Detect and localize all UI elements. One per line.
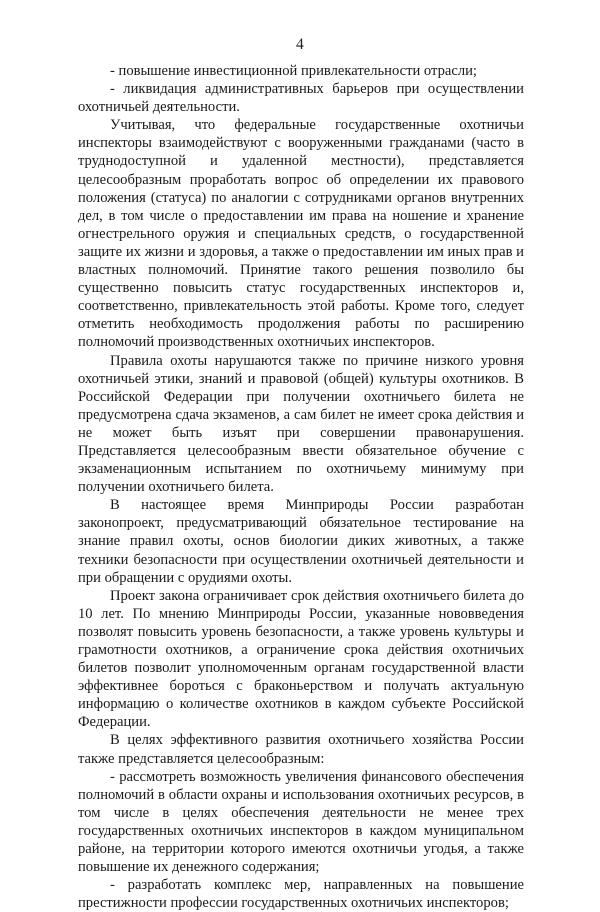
paragraph-body: Учитывая, что федеральные государственные охотничьи инспекторы взаимодействуют с вооруженными гражданами (часто в труднодоступной и удаленной местности), представляется целесообразным проработать вопрос об определении их правового положения (статуса) по аналогии с сотрудниками органов внутренних дел, в том числе о предоставлении им права на ношение и хранение огнестрельного оружия и специальных средств, о государственной защите их жизни и здоровья, а также о предоставлении им иных прав и властных полномочий. Принятие такого решения позволило бы существенно повысить статус государственных инспекторов и, соответственно, привлекательность этой работы. Кроме того, следует отметить необходимость продолжения работы по расширению полномочий производственных охотничьих инспекторов. xyxy=(78,117,524,351)
paragraph-dash-item: - ликвидация административных барьеров при осуществлении охотничьей деятельности. xyxy=(78,81,524,116)
paragraph-dash-item: - разработать комплекс мер, направленных на повышение престижности профессии государственных охотничьих инспекторов; xyxy=(78,877,524,912)
paragraph-dash-item: - повышение инвестиционной привлекательности отрасли; xyxy=(110,63,477,79)
paragraph-body: Правила охоты нарушаются также по причине низкого уровня охотничьей этики, знаний и правовой (общей) культуры охотников. В Российской Федерации при получении охотничьего билета не предусмотрена сдача экзаменов, а сам билет не имеет срока действия и не может быть изъят при совершении правонарушения. Представляется целесообразным ввести обязательное обучение с экзаменационным испытанием по охотничьему минимуму при получении охотничьего билета. xyxy=(78,352,524,496)
page-number: 4 xyxy=(296,36,304,53)
page-bottom-blank-area xyxy=(0,770,600,823)
paragraph-body: В настоящее время Минприроды России разработан законопроект, предусматривающий обязательное тестирование на знание правил охоты, основ биологии диких животных, а также техники безопасности при осуществлении охотничьей деятельности и при обращении с орудиями охоты. xyxy=(78,497,524,586)
paragraph-dash-item: - рассмотреть возможность увеличения финансового обеспечения полномочий в области охраны и использования охотничьих ресурсов, в том числе в целях обеспечения деятельности не менее трех государственных охотничьих инспекторов в каждом муниципальном районе, на территории которого имеются охотничьи угодья, а также повышение их денежного содержания; xyxy=(78,768,524,876)
paragraph-body: В целях эффективного развития охотничьего хозяйства России также представляется целесообразным: xyxy=(78,732,524,767)
paragraph-body: Проект закона ограничивает срок действия охотничьего билета до 10 лет. По мнению Минприроды России, указанные нововведения позволят повысить уровень безопасности, а также уровень культуры и грамотности охотников, а ограничение срока действия охотничьих билетов позволит уполномоченным органам государственной власти эффективнее бороться с браконьерством и получать актуальную информацию о количестве охотников в каждом субъекте Российской Федерации. xyxy=(78,587,524,731)
